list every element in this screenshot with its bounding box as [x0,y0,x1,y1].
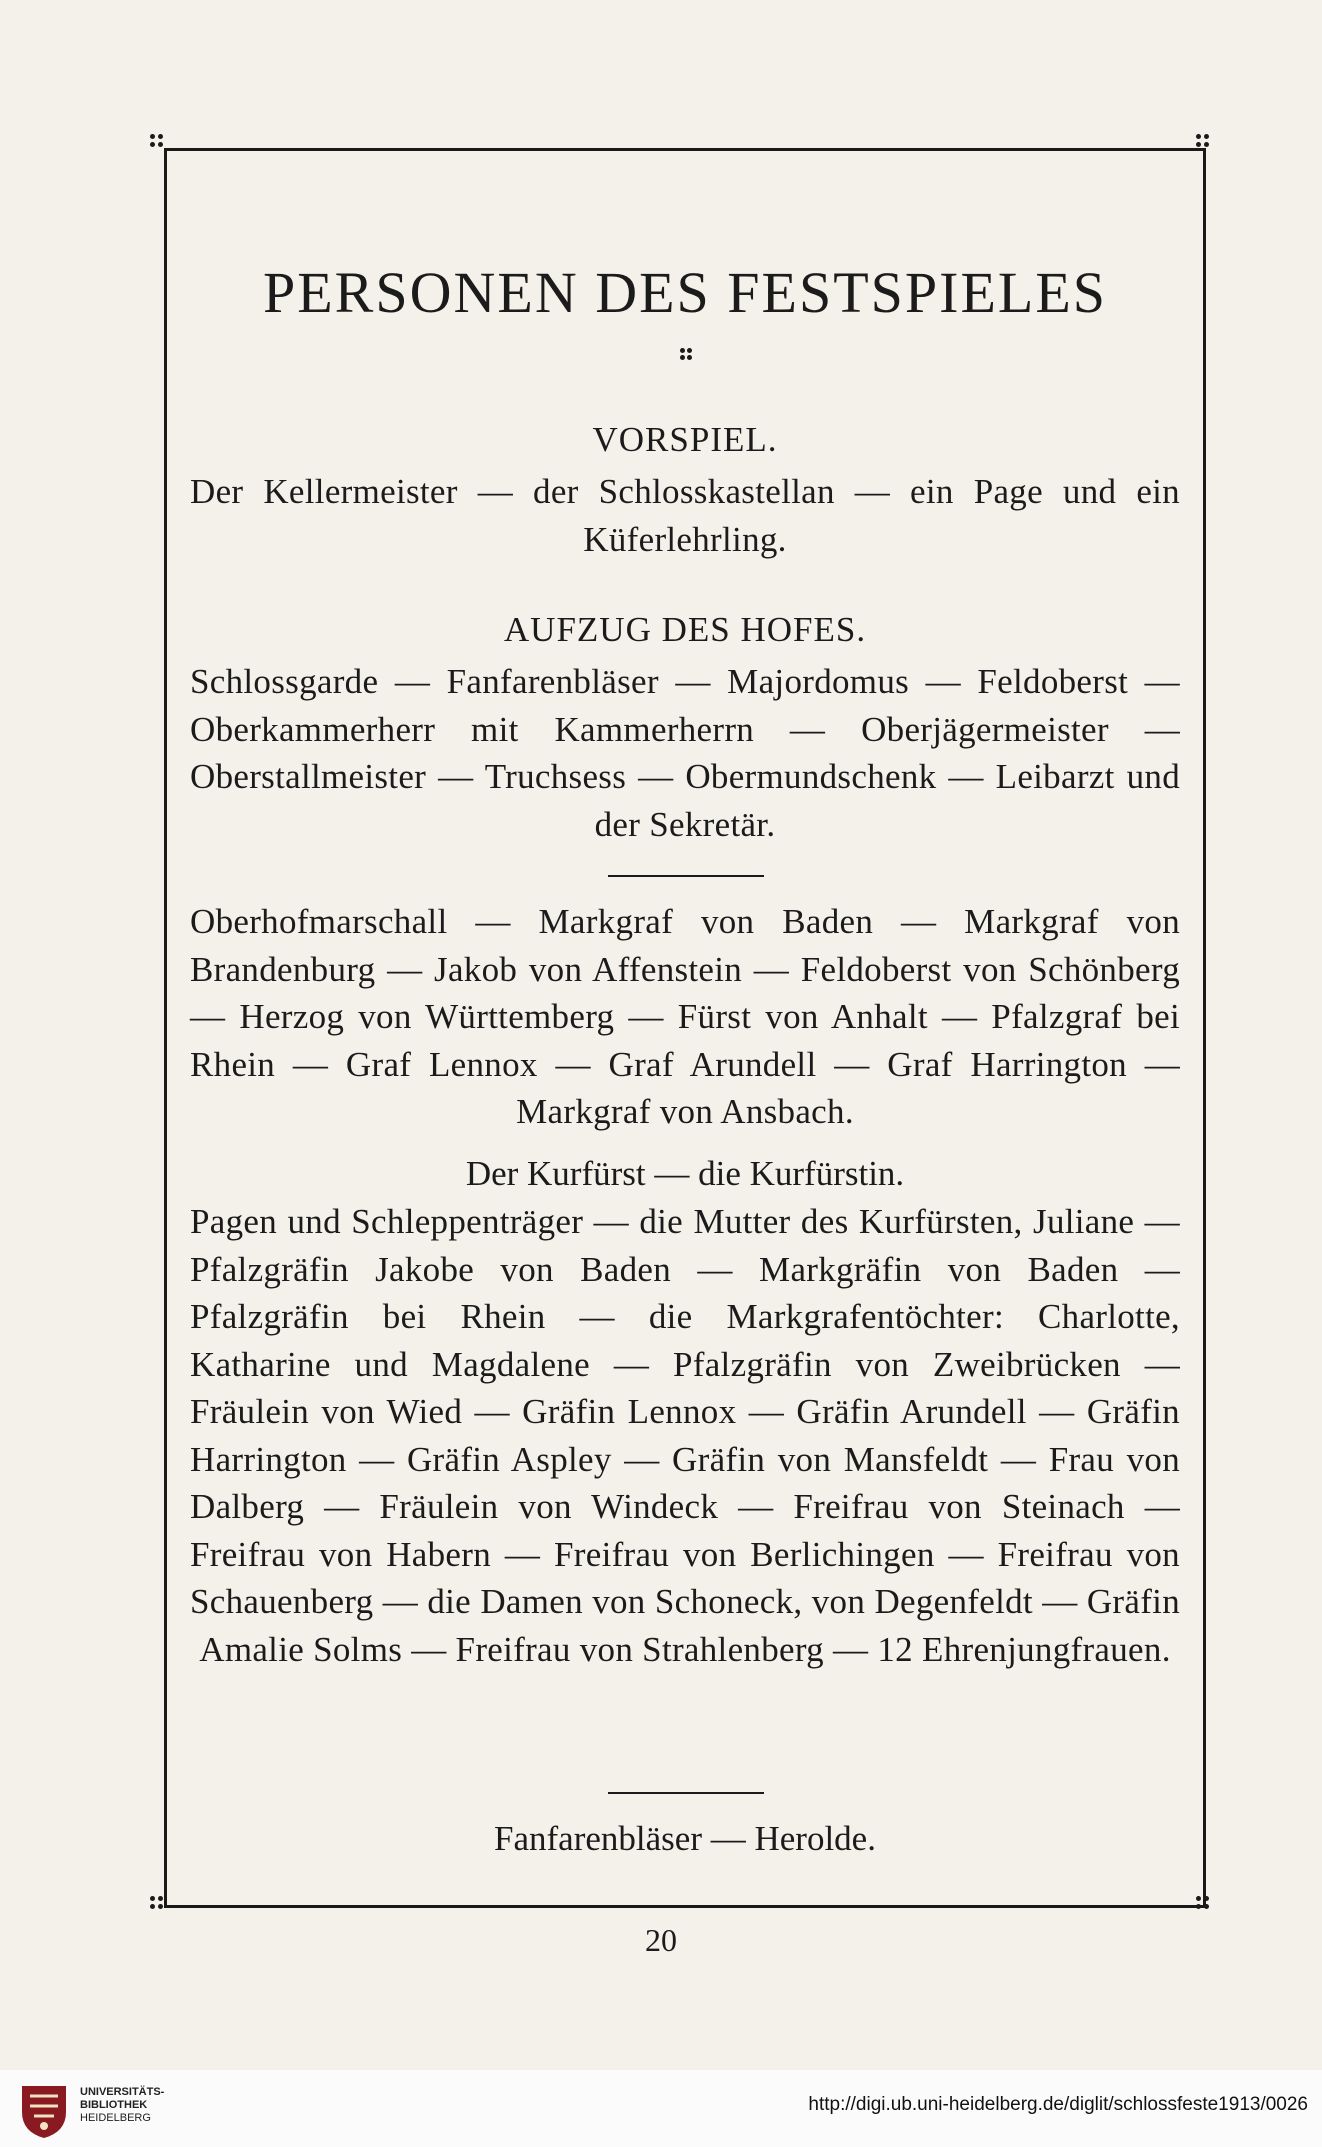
title-ornament [680,348,692,360]
ladies-text: Pagen und Schleppenträger — die Mutter des Kurfürsten, Juliane — Pfalzgräfin Jakobe von Baden — Markgräfin von Baden — Pfalzgräfin bei Rhein — die Markgrafentöchter: Charlotte, Katharine und Magdalene — Pfalzgräfin von Zweibrücken — Fräulein von Wied — Gräfin Lennox — Gräfin Arundell — Gräfin Harrington — Gräfin Aspley — Gräfin von Mansfeldt — Frau von Dalberg — Fräulein von Windeck — Freifrau von Steinach — Freifrau von Habern — Freifrau von Berlichingen — Freifrau von Schauenberg — die Damen von Schoneck, von Degenfeldt — Gräfin Amalie Solms — Freifrau von Strahlenberg — 12 Ehrenjungfrauen. [190,1202,1180,1669]
library-line-2: BIBLIOTHEK [80,2099,148,2111]
section-divider [608,1792,764,1794]
library-name [80,2086,220,2125]
final-line: Fanfarenbläser — Herolde. [494,1819,876,1858]
vorspiel-text: Der Kellermeister — der Schlosskastellan — ein Page und ein Küferlehrling. [190,472,1180,559]
library-line-1: UNIVERSITÄTS- [80,2086,165,2098]
page-title: PERSONEN DES FESTSPIELES [262,260,1108,325]
university-seal-icon [14,2082,74,2140]
corner-ornament-top-left [150,134,164,148]
page-number: 20 [645,1922,677,1958]
source-url-link[interactable]: http://digi.ub.uni-heidelberg.de/diglit/schlossfeste1913/0026 [808,2094,1308,2115]
aufzug-text: Schlossgarde — Fanfarenbläser — Majordomus — Feldoberst — Oberkammerherr mit Kammerherrn — Oberjägermeister — Oberstallmeister — Truchsess — Obermundschenk — Leibarzt und der Sekretär. [190,662,1180,844]
vorspiel-heading: VORSPIEL. [592,420,778,459]
corner-ornament-bottom-left [150,1896,164,1910]
footer-bar [0,2070,1322,2147]
kurfuerst-line: Der Kurfürst — die Kurfürstin. [465,1154,905,1193]
section-divider [608,875,764,877]
corner-ornament-bottom-right [1196,1896,1210,1910]
library-line-3: HEIDELBERG [80,2112,151,2124]
corner-ornament-top-right [1196,134,1210,148]
nobles-text: Oberhofmarschall — Markgraf von Baden — Markgraf von Brandenburg — Jakob von Affenstein — Feldoberst von Schönberg — Herzog von Württemberg — Fürst von Anhalt — Pfalzgraf bei Rhein — Graf Lennox — Graf Arundell — Graf Harrington — Markgraf von Ansbach. [190,902,1180,1131]
aufzug-heading: AUFZUG DES HOFES. [503,610,867,649]
